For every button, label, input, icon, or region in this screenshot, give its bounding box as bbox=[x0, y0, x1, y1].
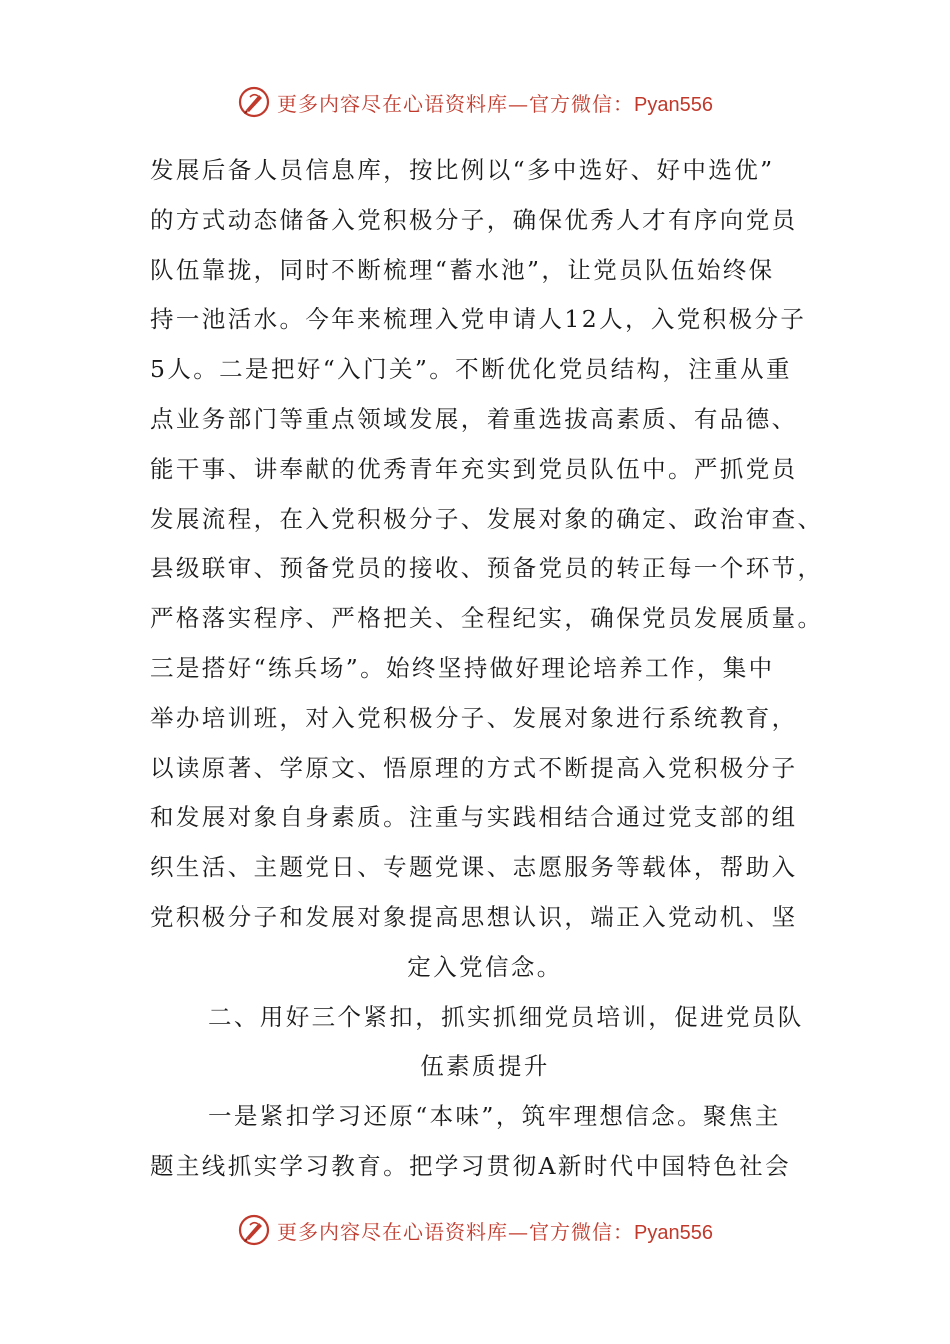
section-heading: 二、用好三个紧扣，抓实抓细党员培训，促进党员队 bbox=[208, 1002, 804, 1031]
text-line: 织生活、主题党日、专题党课、志愿服务等载体，帮助入 bbox=[150, 853, 798, 882]
text-line: 题主线抓实学习教育。把学习贯彻A新时代中国特色社会 bbox=[150, 1151, 791, 1180]
text-line: 队伍靠拢，同时不断梳理“蓄水池”，让党员队伍始终保 bbox=[150, 255, 775, 284]
text-line: 持一池活水。今年来梳理入党申请人12人，入党积极分子 bbox=[150, 305, 807, 334]
text-line: 一是紧扣学习还原“本味”，筑牢理想信念。聚焦主 bbox=[208, 1102, 781, 1131]
text-line: 和发展对象自身素质。注重与实践相结合通过党支部的组 bbox=[150, 803, 798, 832]
banner-text: 更多内容尽在心语资料库—官方微信：Pyan556 bbox=[277, 91, 713, 116]
text-line: 5人。二是把好“入门关”。不断优化党员结构，注重从重 bbox=[150, 355, 792, 384]
text-line: 的方式动态储备入党积极分子，确保优秀人才有序向党员 bbox=[150, 205, 798, 234]
text-line: 定入党信念。 bbox=[407, 952, 563, 981]
footer-watermark-banner bbox=[0, 1210, 950, 1250]
text-line: 县级联审、预备党员的接收、预备党员的转正每一个环节， bbox=[150, 554, 824, 583]
text-line: 严格落实程序、严格把关、全程纪实，确保党员发展质量。 bbox=[150, 604, 824, 633]
section-heading-cont: 伍素质提升 bbox=[420, 1052, 550, 1081]
text-line: 点业务部门等重点领域发展，着重选拔高素质、有品德、 bbox=[150, 404, 798, 433]
document-body bbox=[150, 146, 824, 1192]
pen-logo-icon bbox=[237, 85, 271, 119]
banner-text: 更多内容尽在心语资料库—官方微信：Pyan556 bbox=[277, 1219, 713, 1244]
pen-logo-icon bbox=[237, 1213, 271, 1247]
text-line: 三是搭好“练兵场”。始终坚持做好理论培养工作，集中 bbox=[150, 653, 775, 682]
wechat-id: Pyan556 bbox=[634, 93, 713, 116]
text-line: 发展后备人员信息库，按比例以“多中选好、好中选优” bbox=[150, 156, 775, 184]
text-line: 举办培训班，对入党积极分子、发展对象进行系统教育， bbox=[150, 703, 798, 732]
wechat-id: Pyan556 bbox=[634, 1221, 713, 1244]
text-line: 以读原著、学原文、悟原理的方式不断提高入党积极分子 bbox=[150, 753, 798, 782]
text-line: 党积极分子和发展对象提高思想认识，端正入党动机、坚 bbox=[150, 902, 798, 931]
header-watermark-banner bbox=[0, 82, 950, 122]
text-line: 发展流程，在入党积极分子、发展对象的确定、政治审查、 bbox=[150, 504, 824, 533]
text-line: 能干事、讲奉献的优秀青年充实到党员队伍中。严抓党员 bbox=[150, 454, 798, 483]
